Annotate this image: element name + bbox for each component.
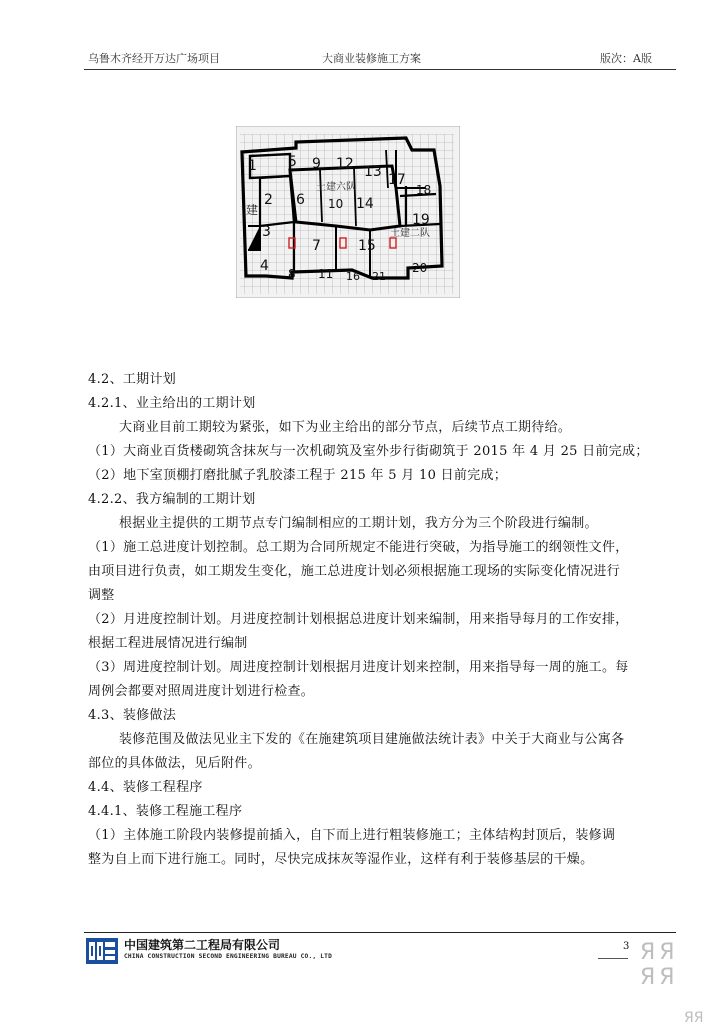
floor-plan-figure	[236, 126, 460, 298]
zone-label: 11	[318, 267, 334, 281]
company-name-cn: 中国建筑第二工程局有限公司	[124, 938, 281, 952]
team-label: 土建二队	[390, 228, 430, 239]
section-heading: 4.4、装修工程程序	[88, 780, 203, 795]
company-name-en: CHINA CONSTRUCTION SECOND ENGINEERING BUREAU CO., LTD	[124, 953, 333, 960]
header-project: 乌鲁木齐经开万达广场项目	[88, 52, 220, 65]
zone-label: 19	[412, 212, 430, 228]
paragraph-line: 周例会都要对照周进度计划进行检查。	[88, 684, 315, 699]
paragraph: 装修范围及做法见业主下发的《在施建筑项目建施做法统计表》中关于大商业与公寓各	[119, 732, 625, 747]
page-number: 3	[623, 941, 630, 952]
header-doc-title: 大商业装修施工方案	[322, 52, 421, 65]
zone-label: 20	[412, 261, 428, 275]
list-item: （2）地下室顶棚打磨批腻子乳胶漆工程于 215 年 5 月 10 日前完成；	[88, 468, 508, 483]
company-logo-icon	[86, 938, 118, 964]
zone-label: 9	[312, 156, 321, 172]
paragraph-line: 根据工程进展情况进行编制	[88, 636, 248, 651]
paragraph: 大商业目前工期较为紧张，如下为业主给出的部分节点，后续节点工期待给。	[119, 420, 572, 435]
zone-label: 13	[364, 164, 382, 180]
zone-label: 5	[288, 154, 297, 170]
zone-label: 15	[358, 238, 376, 254]
list-item: （1）大商业百货楼砌筑含抹灰与一次机砌筑及室外步行街砌筑于 2015 年 4 月 25 日前完成；	[88, 444, 649, 459]
zone-label: 6	[296, 192, 305, 208]
list-item: （2）月进度控制计划。月进度控制计划根据总进度计划来编制，用来指导每月的工作安排，	[88, 612, 629, 627]
team-label: 土建六队	[316, 182, 356, 193]
list-item: （1）施工总进度计划控制。总工期为合同所规定不能进行突破，为指导施工的纲领性文件，	[88, 540, 629, 555]
zone-label: 18	[416, 183, 432, 197]
zone-label: 8	[288, 267, 296, 281]
subsection-heading: 4.2.1、业主给出的工期计划	[88, 396, 256, 411]
page-header	[88, 50, 652, 68]
zone-label: 12	[336, 156, 354, 172]
zone-label: 16	[346, 270, 360, 283]
list-item: （1）主体施工阶段内装修提前插入，自下而上进行粗装修施工；主体结构封顶后，装修调	[88, 828, 616, 843]
zone-label: 4	[260, 258, 269, 274]
floor-plan-svg	[236, 126, 460, 298]
zone-label: 7	[312, 238, 321, 254]
paragraph: 根据业主提供的工期节点专门编制相应的工期计划，我方分为三个阶段进行编制。	[119, 516, 598, 531]
team-label: 建	[246, 203, 259, 217]
paragraph-line: 由项目进行负责，如工期发生变化，施工总进度计划必须根据施工现场的实际变化情况进行	[88, 564, 621, 579]
zone-label: 14	[356, 196, 374, 212]
watermark-decoration-bottom: ЯЯ	[684, 1010, 704, 1026]
footer-divider	[84, 932, 676, 933]
section-heading: 4.2、工期计划	[88, 372, 177, 387]
zone-label: 3	[262, 224, 271, 240]
zone-label: 10	[328, 197, 344, 211]
zone-label: 21	[372, 270, 386, 283]
subsection-heading: 4.2.2、我方编制的工期计划	[88, 492, 256, 507]
list-item: （3）周进度控制计划。周进度控制计划根据月进度计划来控制，用来指导每一周的施工。每	[88, 660, 629, 675]
section-heading: 4.3、装修做法	[88, 708, 177, 723]
subsection-heading: 4.4.1、装修工程施工程序	[88, 804, 243, 819]
paragraph-line: 调整	[88, 588, 115, 603]
zone-label: 17	[388, 172, 406, 188]
zone-label: 2	[264, 192, 273, 208]
header-divider	[84, 69, 676, 70]
zone-label: 1	[248, 158, 257, 174]
paragraph-line: 整为自上而下进行施工。同时，尽快完成抹灰等湿作业，这样有利于装修基层的干燥。	[88, 852, 594, 867]
page-number-rule	[598, 958, 628, 959]
watermark-decoration: ЯЯ ЯЯ	[640, 940, 679, 990]
header-version: 版次：A版	[600, 52, 652, 65]
paragraph-line: 部位的具体做法，见后附件。	[88, 756, 261, 771]
document-body	[88, 368, 688, 872]
